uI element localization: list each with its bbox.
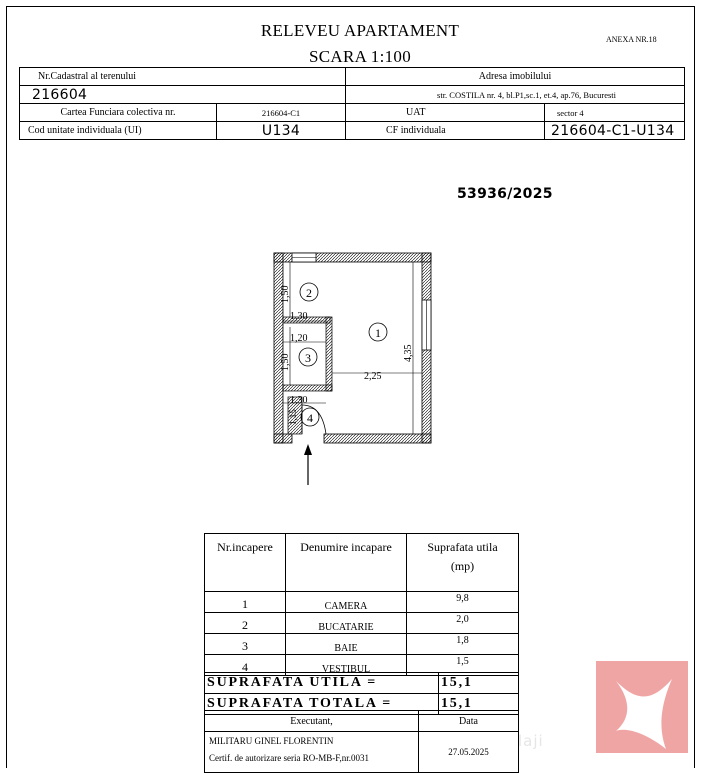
uat-value: sector 4: [545, 104, 685, 122]
document-scale: SCARA 1:100: [308, 47, 412, 66]
useful-area-label: SUPRAFATA UTILA =: [205, 673, 439, 694]
row3-area: 1,8: [407, 634, 519, 655]
header-area-line1: Suprafata utila: [427, 540, 498, 554]
wall-bottom-left: [274, 434, 292, 443]
row2-area: 2,0: [407, 613, 519, 634]
property-info-table: [19, 67, 685, 140]
uat-label: UAT: [346, 104, 545, 122]
cf-individuala-label: CF individuala: [346, 122, 545, 140]
row1-area: 9,8: [407, 592, 519, 613]
totals-table: [204, 672, 519, 715]
room-label-2: 2: [306, 286, 312, 300]
watermark-text: laji: [518, 732, 544, 750]
room-label-3: 3: [305, 351, 311, 365]
dim-room-height: 4,35: [403, 344, 414, 362]
partition-bath-bottom: [283, 385, 332, 391]
dim-kitchen-height: 1,50: [280, 285, 291, 303]
row4-area: 1,5: [407, 655, 519, 676]
document-title: RELEVEU APARTAMENT: [260, 21, 460, 40]
dim-room-width: 2,25: [364, 371, 382, 382]
cf-colectiva-value: 216604-C1: [217, 104, 346, 122]
address-value: str. COSTILA nr. 4, bl.P1,sc.1, et.4, ap.76, Bucuresti: [346, 86, 685, 104]
room-label-4: 4: [307, 411, 313, 425]
annex-number: ANEXA NR.18: [606, 35, 657, 44]
dim-vestibule-width: 1,30: [290, 395, 308, 406]
dim-kitchen-width: 1,30: [290, 311, 308, 322]
cf-colectiva-label: Cartea Funciara colectiva nr.: [20, 104, 217, 122]
cadastral-value: 216604: [20, 86, 346, 104]
executant-certificate: Certif. de autorizare seria RO-MB-F,nr.0031: [209, 753, 369, 763]
registration-number: 53936/2025: [457, 186, 553, 202]
address-label: Adresa imobilului: [346, 68, 685, 86]
executant-name: MILITARU GINEL FLORENTIN: [209, 736, 334, 746]
signature-table: [204, 710, 519, 773]
room-label-1: 1: [375, 326, 381, 340]
header-area: [407, 534, 519, 592]
ui-value: U134: [217, 122, 346, 140]
floor-plan: [260, 245, 450, 490]
executant-details: [205, 732, 419, 773]
ui-label: Cod unitate individuala (UI): [20, 122, 217, 140]
date-label: Data: [419, 711, 519, 732]
wall-bottom-right: [324, 434, 431, 443]
dim-bath-height: 1,50: [280, 353, 291, 371]
executant-label: Executant,: [205, 711, 419, 732]
row4-name: VESTIBUL: [286, 655, 407, 676]
header-nr: Nr.incapere: [205, 534, 286, 592]
total-area-label: SUPRAFATA TOTALA =: [205, 694, 439, 715]
watermark-icon: [596, 661, 688, 753]
dim-vestibule-height: 1,15: [288, 409, 298, 425]
row1-name: CAMERA: [286, 592, 407, 613]
date-value: 27.05.2025: [419, 732, 519, 773]
cf-individuala-value: 216604-C1-U134: [545, 122, 685, 140]
row3-name: BAIE: [286, 634, 407, 655]
row2-name: BUCATARIE: [286, 613, 407, 634]
wall-left: [274, 253, 283, 443]
cadastral-label: Nr.Cadastral al terenului: [20, 68, 346, 86]
row3-nr: 3: [205, 634, 286, 655]
header-area-line2: (mp): [450, 559, 475, 573]
partition-bath-right: [326, 317, 332, 391]
header-name: Denumire incapare: [286, 534, 407, 592]
useful-area-value: 15,1: [439, 673, 519, 694]
rooms-table: [204, 533, 519, 676]
row1-nr: 1: [205, 592, 286, 613]
total-area-value: 15,1: [439, 694, 519, 715]
dim-bath-width: 1,20: [290, 333, 308, 344]
row4-nr: 4: [205, 655, 286, 676]
watermark-logo: [596, 661, 688, 753]
row2-nr: 2: [205, 613, 286, 634]
